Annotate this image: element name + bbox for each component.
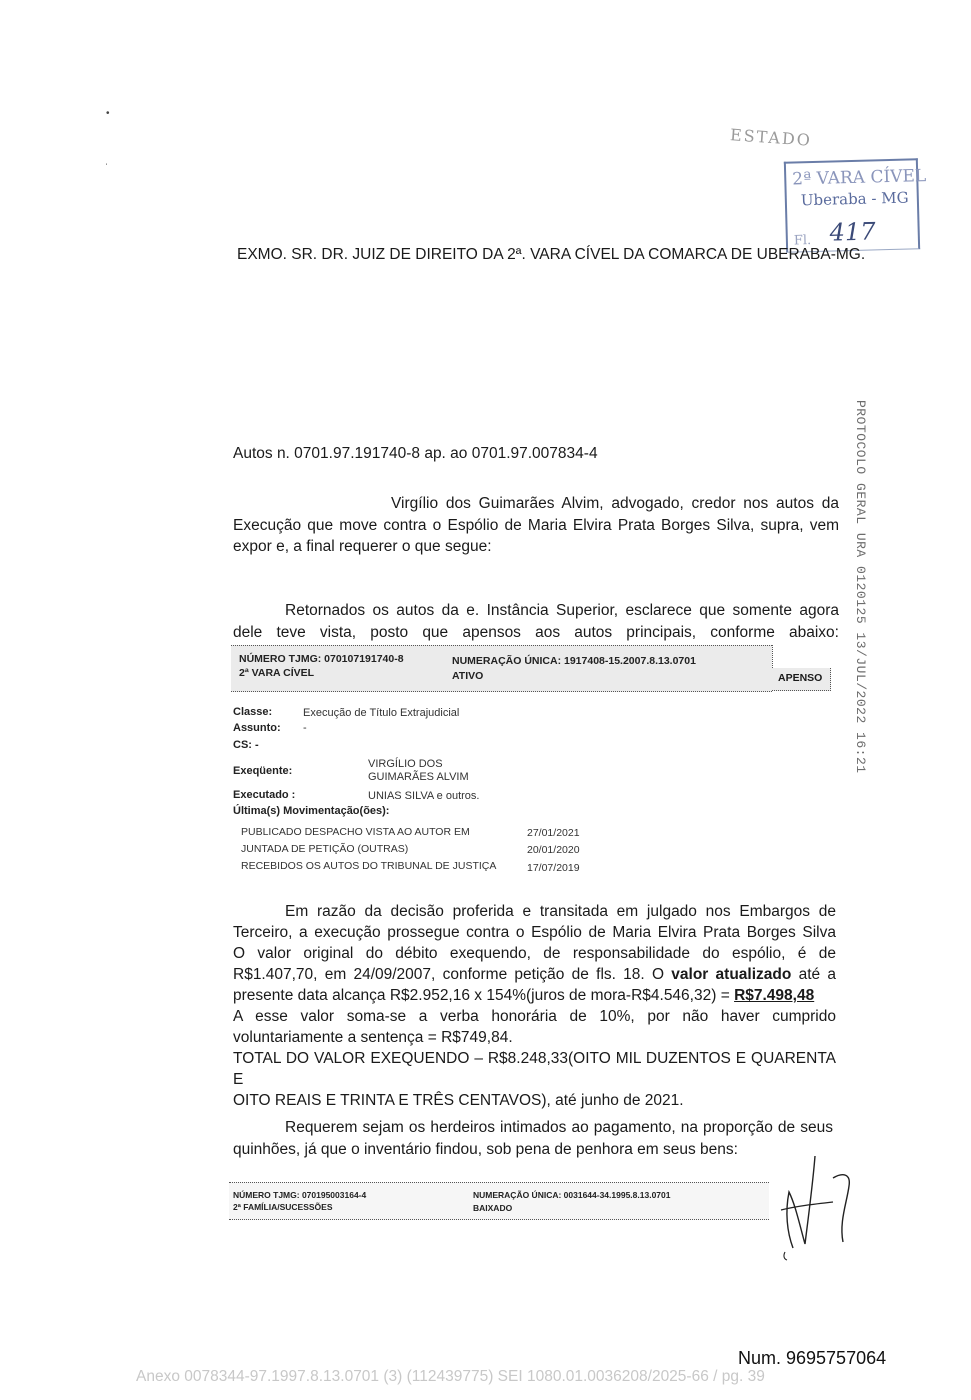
intro-line: expor e, a final requerer o que segue: <box>233 538 492 555</box>
margin-mark: • <box>106 108 110 119</box>
classe-value: Execução de Título Extrajudicial <box>303 707 460 719</box>
assunto-value: - <box>303 722 307 734</box>
decisao-line <box>233 985 836 1006</box>
tjmg2-number: NÚMERO TJMG: 070195003164-4 <box>233 1190 367 1200</box>
valor-atualizado-total: R$7.498,48 <box>734 987 815 1004</box>
tjmg-case-box <box>231 645 772 692</box>
tjmg-case-box-2 <box>229 1182 769 1220</box>
movement-desc: RECEBIDOS OS AUTOS DO TRIBUNAL DE JUSTIÇA <box>241 860 497 872</box>
decisao-paragraph <box>233 901 836 1111</box>
divider <box>772 645 773 668</box>
movimentacoes-label: Última(s) Movimentação(ões): <box>233 805 390 817</box>
decisao-text: R$1.407,70, em 24/09/2007, conforme petição de fls. 18. O <box>233 966 672 983</box>
movement-desc: PUBLICADO DESPACHO VISTA AO AUTOR EM <box>241 826 470 838</box>
decisao-text: até a <box>791 966 836 983</box>
decisao-line: Em razão da decisão proferida e transitada em julgado nos Embargos de <box>285 903 836 920</box>
requerem-line: Requerem sejam os herdeiros intimados ao pagamento, na proporção de seus <box>285 1119 833 1136</box>
retornados-paragraph <box>233 600 839 643</box>
movement-date: 17/07/2019 <box>527 862 580 874</box>
decisao-line: O valor original do débito exequendo, de responsabilidade do espólio, é de <box>233 945 836 962</box>
apenso-label: APENSO <box>778 672 823 684</box>
executado-value: UNIAS SILVA e outros. <box>368 790 480 802</box>
decisao-line: TOTAL DO VALOR EXEQUENDO – R$8.248,33(OITO MIL DUZENTOS E QUARENTA E <box>233 1050 836 1088</box>
decisao-text: presente data alcança R$2.952,16 x 154%(juros de mora-R$4.546,32) = <box>233 987 735 1004</box>
document-number: Num. 9695757064 <box>738 1348 887 1368</box>
apenso-badge <box>772 668 831 691</box>
vara-civel-stamp <box>784 158 927 252</box>
assunto-label: Assunto: <box>233 722 281 734</box>
intro-paragraph <box>233 493 839 558</box>
decisao-line <box>233 964 836 985</box>
classe-label: Classe: <box>233 706 273 718</box>
movement-date: 27/01/2021 <box>527 827 580 839</box>
tjmg2-unique-number: NUMERAÇÃO ÚNICA: 0031644-34.1995.8.13.0701 <box>473 1190 671 1200</box>
retornados-line: Retornados os autos da e. Instância Superior, esclarece que somente agora <box>285 602 839 619</box>
annex-footer: Anexo 0078344-97.1997.8.13.0701 (3) (112439775) SEI 1080.01.0036208/2025-66 / pg. 39 <box>136 1368 765 1385</box>
estado-stamp: ESTADO <box>729 125 813 150</box>
tjmg-unique-number: NUMERAÇÃO ÚNICA: 1917408-15.2007.8.13.0701 <box>452 655 696 667</box>
movement-date: 20/01/2020 <box>527 844 580 856</box>
protocol-stamp: PROTOCOLO GERAL URA 0120125 13/JUL/2022 16:21 <box>853 400 868 774</box>
stamp-line-vara: 2ª VARA CÍVEL <box>792 166 927 190</box>
tjmg-status: ATIVO <box>452 670 484 682</box>
exequente-label: Exeqüente: <box>233 765 293 777</box>
addressee-header: EXMO. SR. DR. JUIZ DE DIREITO DA 2ª. VARA CÍVEL DA COMARCA DE UBERABA-MG. <box>237 246 866 263</box>
decisao-line: Terceiro, a execução prossegue contra o Espólio de Maria Elvira Prata Borges Silva <box>233 924 836 941</box>
stamp-line-city: Uberaba - MG <box>800 188 909 210</box>
tjmg2-status: BAIXADO <box>473 1203 513 1213</box>
retornados-line: dele teve vista, posto que apensos aos autos principais, conforme abaixo: <box>233 623 839 641</box>
intro-line: Execução que move contra o Espólio de Maria Elvira Prata Borges Silva, supra, vem <box>233 516 839 534</box>
executado-label: Executado : <box>233 789 296 801</box>
exequente-value: VIRGÍLIO DOS <box>368 758 443 770</box>
valor-atualizado-label: valor atualizado <box>671 966 792 983</box>
intro-line: Virgílio dos Guimarães Alvim, advogado, credor nos autos da <box>391 495 839 512</box>
signature <box>775 1152 865 1262</box>
movement-desc: JUNTADA DE PETIÇÃO (OUTRAS) <box>241 843 409 855</box>
case-number: Autos n. 0701.97.191740-8 ap. ao 0701.97.007834-4 <box>233 445 598 462</box>
requerem-line: quinhões, já que o inventário findou, sob pena de penhora em seus bens: <box>233 1140 738 1158</box>
tjmg-number: NÚMERO TJMG: 070107191740-8 <box>239 653 404 665</box>
stamp-fl-label: Fl. <box>793 233 812 249</box>
decisao-line: OITO REAIS E TRINTA E TRÊS CENTAVOS), até junho de 2021. <box>233 1092 684 1109</box>
exequente-value: GUIMARÃES ALVIM <box>368 771 469 783</box>
margin-mark: ˌ <box>105 155 109 166</box>
tjmg-vara: 2ª VARA CÍVEL <box>239 667 315 679</box>
cs-label: CS: - <box>233 739 259 751</box>
decisao-line: A esse valor soma-se a verba honorária de 10%, por não haver cumprido <box>233 1008 836 1025</box>
requerem-paragraph <box>233 1117 833 1160</box>
tjmg2-vara: 2ª FAMÍLIA/SUCESSÕES <box>233 1202 333 1212</box>
decisao-line: voluntariamente a sentença = R$749,84. <box>233 1029 513 1046</box>
stamp-page-number: 417 <box>829 217 876 247</box>
